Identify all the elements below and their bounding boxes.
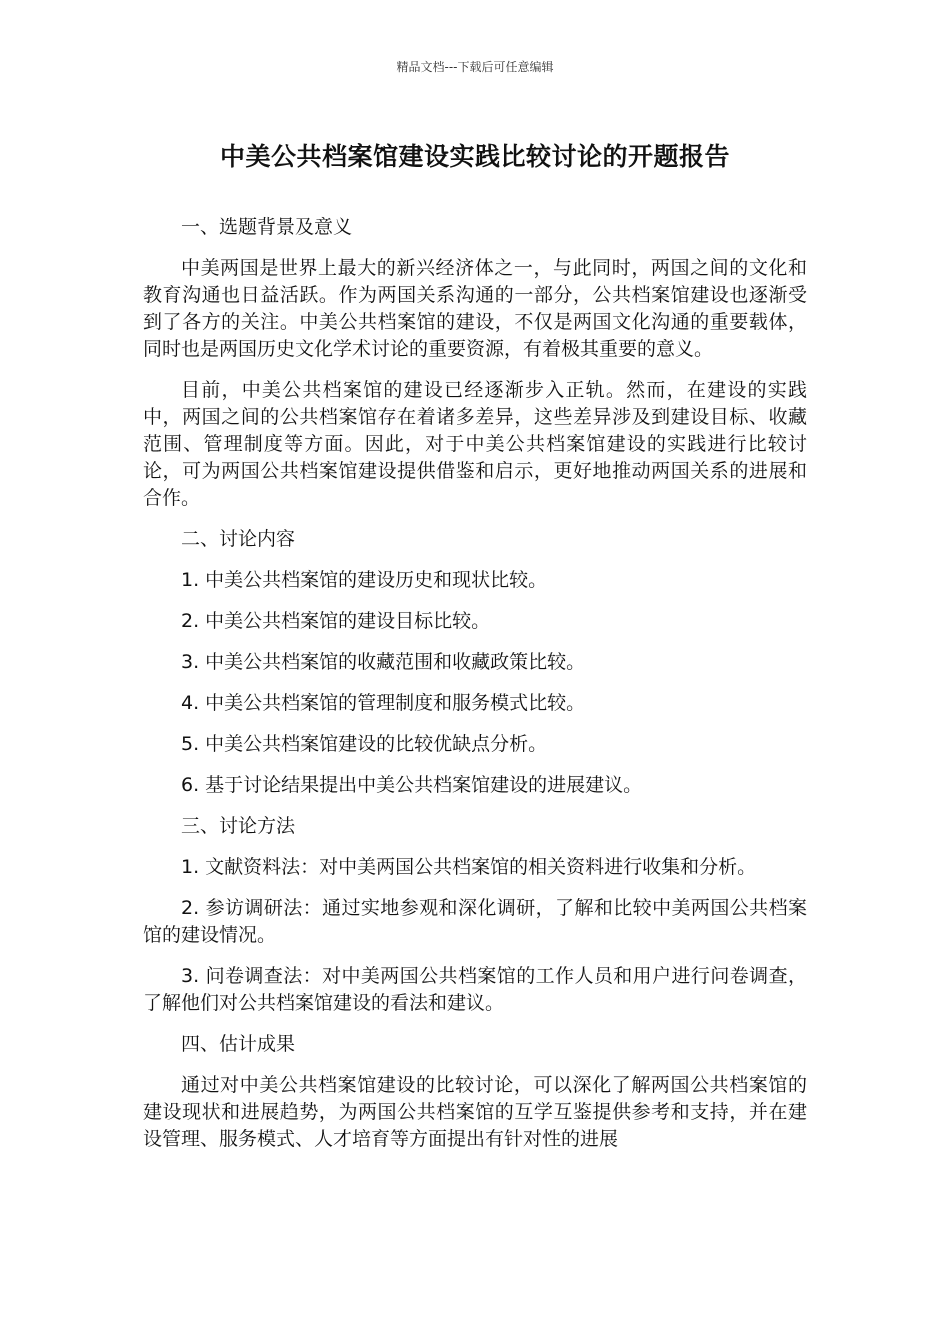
section-heading-background: 一、选题背景及意义 [181, 216, 353, 238]
section-heading-content: 二、讨论内容 [181, 528, 296, 550]
list-item-content-2: 2. 中美公共档案馆的建设目标比较。 [181, 610, 491, 632]
page-header-note: 精品文档---下载后可任意编辑 [396, 60, 554, 74]
section-heading-methods: 三、讨论方法 [181, 815, 296, 837]
list-item-content-1: 1. 中美公共档案馆的建设历史和现状比较。 [181, 569, 548, 591]
paragraph-background-1: 中美两国是世界上最大的新兴经济体之一，与此同时，两国之间的文化和教育沟通也日益活跃。作为两国关系沟通的一部分，公共档案馆建设也逐渐受到了各方的关注。中美公共档案馆的建设，不仅是两国文化沟通的重要载体，同时也是两国历史文化学术讨论的重要资源，有着极其重要的意义。 [143, 257, 807, 360]
paragraph-results-1: 通过对中美公共档案馆建设的比较讨论，可以深化了解两国公共档案馆的建设现状和进展趋势，为两国公共档案馆的互学互鉴提供参考和支持，并在建设管理、服务模式、人才培育等方面提出有针对性的进展 [143, 1074, 807, 1150]
list-item-method-1: 1. 文献资料法：对中美两国公共档案馆的相关资料进行收集和分析。 [181, 856, 757, 878]
document-title: 中美公共档案馆建设实践比较讨论的开题报告 [219, 142, 730, 171]
list-item-method-2: 2. 参访调研法：通过实地参观和深化调研，了解和比较中美两国公共档案馆的建设情况。 [143, 897, 807, 946]
list-item-content-3: 3. 中美公共档案馆的收藏范围和收藏政策比较。 [181, 651, 586, 673]
document-body [143, 214, 807, 1167]
list-item-content-5: 5. 中美公共档案馆建设的比较优缺点分析。 [181, 733, 548, 755]
section-heading-results: 四、估计成果 [181, 1033, 296, 1055]
list-item-content-4: 4. 中美公共档案馆的管理制度和服务模式比较。 [181, 692, 586, 714]
paragraph-background-2: 目前，中美公共档案馆的建设已经逐渐步入正轨。然而，在建设的实践中，两国之间的公共档案馆存在着诸多差异，这些差异涉及到建设目标、收藏范围、管理制度等方面。因此，对于中美公共档案馆建设的实践进行比较讨论，可为两国公共档案馆建设提供借鉴和启示，更好地推动两国关系的进展和合作。 [143, 379, 807, 509]
list-item-content-6: 6. 基于讨论结果提出中美公共档案馆建设的进展建议。 [181, 774, 643, 796]
list-item-method-3: 3. 问卷调查法：对中美两国公共档案馆的工作人员和用户进行问卷调查，了解他们对公共档案馆建设的看法和建议。 [143, 965, 807, 1014]
